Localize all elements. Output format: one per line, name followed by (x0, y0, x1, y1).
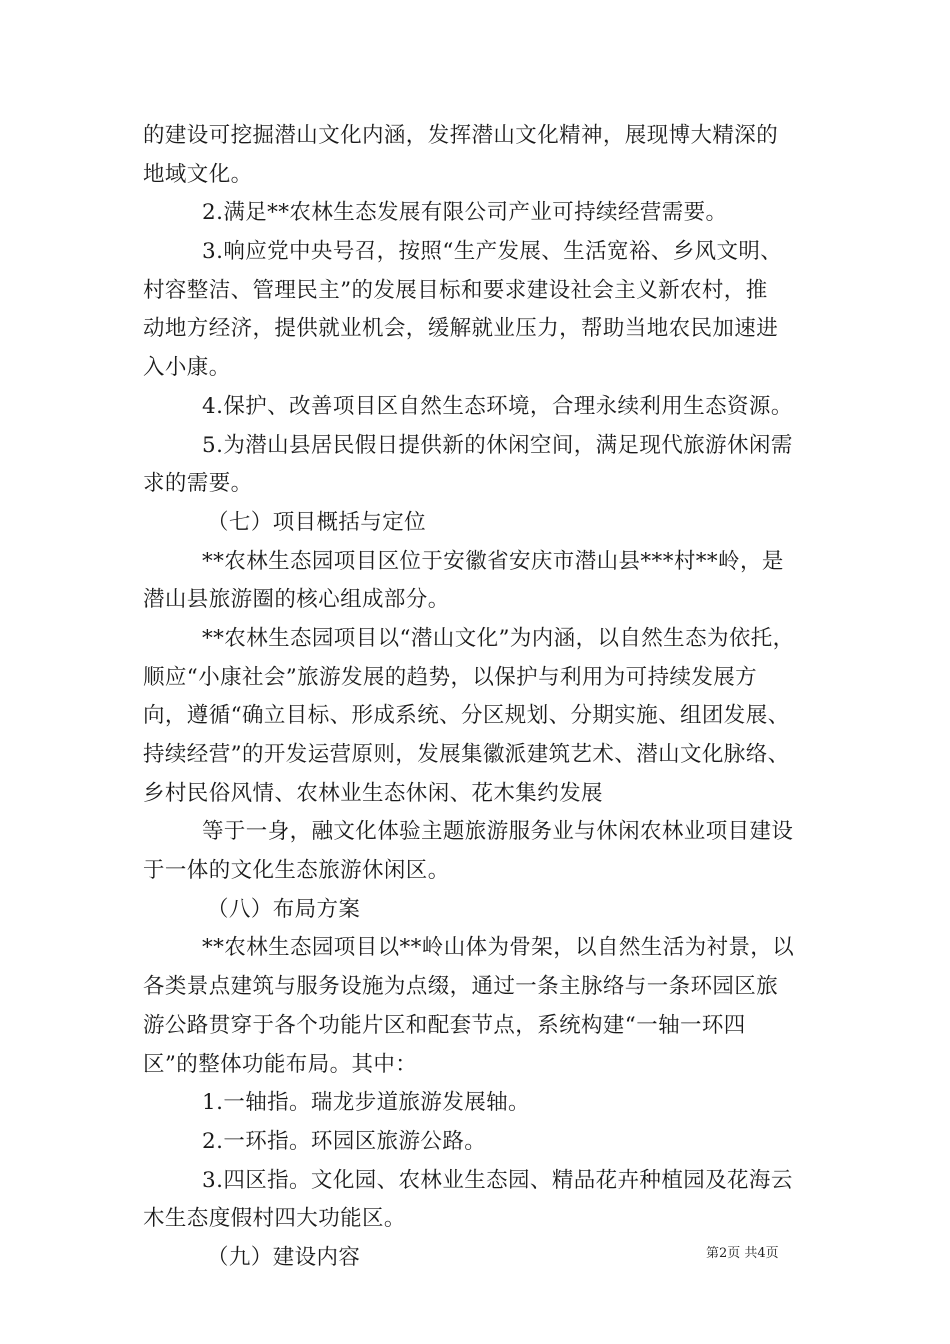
paragraph-line: **农林生态园项目区位于安徽省安庆市潜山县***村**岭，是 (202, 548, 784, 574)
paragraph-line: 求的需要。 (143, 471, 253, 497)
list-item-line: 3.响应党中央号召，按照“生产发展、生活宽裕、乡风文明、 (202, 239, 783, 265)
paragraph-line: 木生态度假村四大功能区。 (143, 1206, 406, 1232)
paragraph-line: **农林生态园项目以**岭山体为骨架，以自然生活为衬景，以 (202, 935, 795, 961)
body-text (143, 117, 833, 1278)
section-heading: （九）建设内容 (207, 1244, 361, 1270)
paragraph-line: 顺应“小康社会”旅游发展的趋势，以保护与利用为可持续发展方 (143, 664, 758, 690)
paragraph-line: 向，遵循“确立目标、形成系统、分区规划、分期实施、组团发展、 (143, 703, 790, 729)
paragraph-line: 区”的整体功能布局。其中： (143, 1051, 418, 1077)
paragraph-line: 游公路贯穿于各个功能片区和配套节点，系统构建“一轴一环四 (143, 1012, 746, 1038)
list-item-line: 3.四区指。文化园、农林业生态园、精品花卉种植园及花海云 (202, 1167, 793, 1193)
paragraph-line: 入小康。 (143, 355, 231, 381)
list-item-line: 5.为潜山县居民假日提供新的休闲空间，满足现代旅游休闲需 (202, 432, 793, 458)
list-item-line: 1.一轴指。瑞龙步道旅游发展轴。 (202, 1090, 530, 1116)
paragraph-line: 持续经营”的开发运营原则，发展集徽派建筑艺术、潜山文化脉络、 (143, 742, 790, 767)
paragraph-line: 村容整洁、管理民主”的发展目标和要求建设社会主义新农村，推 (143, 277, 768, 303)
paragraph-line: 潜山县旅游圈的核心组成部分。 (143, 587, 450, 613)
section-heading: （八）布局方案 (207, 896, 361, 922)
paragraph-line: 地域文化。 (143, 161, 253, 187)
paragraph-line: 的建设可挖掘潜山文化内涵，发挥潜山文化精神，展现博大精深的 (143, 123, 779, 148)
paragraph-line: 乡村民俗风情、农林业生态休闲、花木集约发展 (143, 780, 603, 806)
page-number: 第2页 共4页 (706, 1246, 779, 1261)
list-item-line: 2.满足**农林生态发展有限公司产业可持续经营需要。 (202, 200, 728, 226)
section-heading: （七）项目概括与定位 (207, 509, 427, 535)
list-item-line: 2.一环指。环园区旅游公路。 (202, 1128, 487, 1154)
paragraph-line: 于一体的文化生态旅游休闲区。 (143, 858, 450, 884)
paragraph-line: **农林生态园项目以“潜山文化”为内涵，以自然生态为依托， (202, 625, 795, 651)
paragraph-line: 等于一身，融文化体验主题旅游服务业与休闲农林业项目建设 (202, 819, 794, 845)
list-item-line: 4.保护、改善项目区自然生态环境，合理永续利用生态资源。 (202, 393, 793, 419)
paragraph-line: 各类景点建筑与服务设施为点缀，通过一条主脉络与一条环园区旅 (143, 974, 779, 1000)
paragraph-line: 动地方经济，提供就业机会，缓解就业压力，帮助当地农民加速进 (143, 316, 779, 342)
